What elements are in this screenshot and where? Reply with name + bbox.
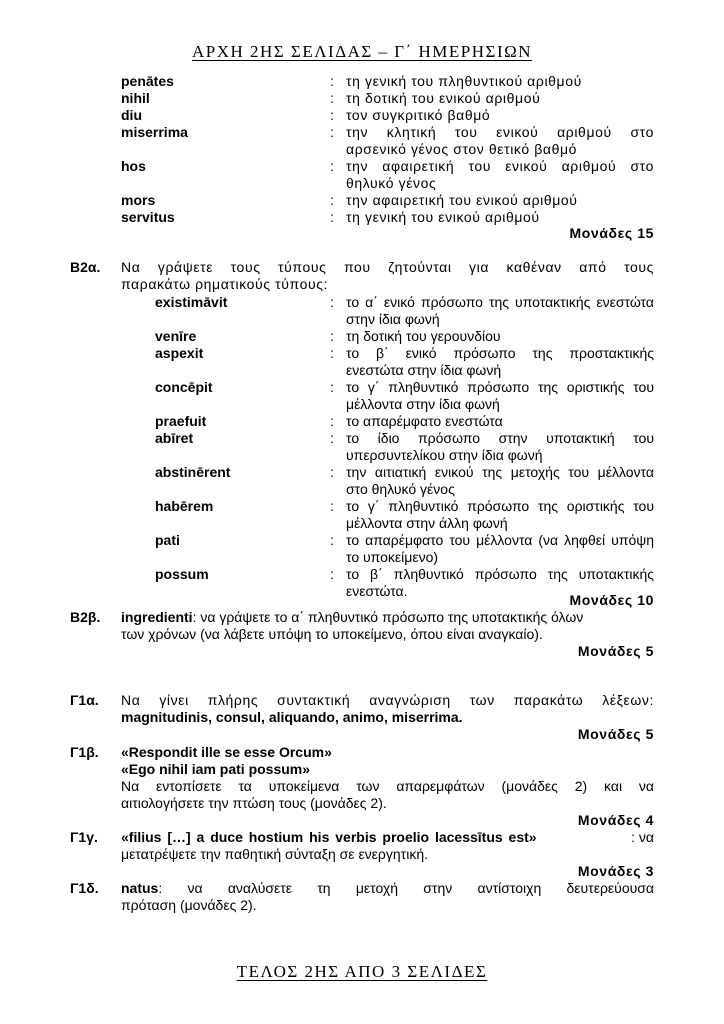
b2a-row-desc: τη δοτική του γερουνδίου: [346, 328, 501, 344]
b2a-row-word: habērem: [155, 498, 214, 514]
b2a-row-colon: :: [330, 464, 334, 480]
g1g-label: Γ1γ.: [70, 829, 98, 845]
b2a-row-desc-cont: ενεστώτα.: [346, 583, 408, 599]
b2a-row-colon: :: [330, 328, 334, 344]
b2a-row-colon: :: [330, 345, 334, 361]
b2a-row-word: concēpit: [155, 379, 213, 395]
g1a-points: Μονάδες 5: [577, 726, 654, 742]
b2a-row-desc: το απαρέμφατο ενεστώτα: [346, 413, 503, 429]
g1a-word-4: animo: [342, 709, 384, 725]
g1d-label: Γ1δ.: [70, 880, 99, 896]
b2a-row-colon: :: [330, 532, 334, 548]
b2a-row-desc-cont: στην ίδια φωνή: [346, 311, 440, 327]
g1a-line1: Να γίνει πλήρης συντακτική αναγνώριση των παρακάτω λέξεων:: [121, 692, 654, 708]
g1b-quote2: «Ego nihil iam pati possum»: [121, 761, 311, 777]
b1-row-word: penātes: [121, 73, 174, 89]
b2b-points: Μονάδες 5: [577, 643, 654, 659]
b2b-line1: [121, 609, 654, 626]
g1a-sep: ,: [334, 709, 343, 725]
b2a-row-desc: το β΄ ενικό πρόσωπο της προστακτικής: [346, 345, 654, 361]
g1a-sep: ,: [383, 709, 392, 725]
b2a-row-word: existimāvit: [155, 294, 228, 310]
b1-row-desc: τη δοτική του ενικού αριθμού: [346, 90, 541, 106]
g1a-label: Γ1α.: [70, 692, 99, 708]
b2a-row-desc: το β΄ πληθυντικό πρόσωπο της υποτακτικής: [346, 566, 654, 582]
g1a-sep: ,: [208, 709, 216, 725]
b2a-row-word: aspexit: [155, 345, 204, 361]
g1g-line1: [121, 829, 654, 846]
b2a-row-desc: την αιτιατική ενικού της μετοχής του μέλλοντα: [346, 464, 654, 480]
g1b-line4: αιτιολογήσετε την πτώση τους (μονάδες 2).: [121, 795, 387, 811]
g1a-word-2: consul: [215, 709, 262, 725]
b2a-row-desc-cont: μέλλοντα στην άλλη φωνή: [346, 515, 508, 531]
b2b-label: Β2β.: [70, 609, 101, 625]
b1-row-word: hos: [121, 158, 146, 174]
b2b-word: ingredienti: [121, 609, 193, 625]
g1a-words: [121, 709, 463, 726]
g1b-points: Μονάδες 4: [577, 812, 654, 828]
b2a-row-desc: το απαρέμφατο του μέλλοντα (να ληφθεί υπόψη: [346, 532, 654, 548]
b1-row-colon: :: [330, 124, 334, 140]
g1g-line1-rest: : να: [631, 829, 654, 845]
b1-row-desc: την κλητική του ενικού αριθμού στο: [346, 124, 654, 140]
g1d-line2: πρόταση (μονάδες 2).: [121, 897, 257, 913]
g1d-line1: [121, 880, 654, 897]
b1-row-colon: :: [330, 90, 334, 106]
b2a-points: Μονάδες 10: [569, 592, 654, 608]
b1-row-desc: την αφαιρετική του ενικού αριθμού: [346, 192, 578, 208]
g1g-quote: «filius […] a duce hostium his verbis proelio lacessītus est»: [121, 829, 537, 845]
b2a-row-desc: το α΄ ενικό πρόσωπο της υποτακτικής ενεστώτα: [346, 294, 654, 310]
b1-row-desc: τη γενική του ενικού αριθμού: [346, 209, 540, 225]
b2a-row-desc: το γ΄ πληθυντικό πρόσωπο της οριστικής του: [346, 379, 654, 395]
b1-row-desc: τη γενική του πληθυντικού αριθμού: [346, 73, 582, 89]
b2a-row-colon: :: [330, 430, 334, 446]
b2a-intro-line2: παρακάτω ρηματικούς τύπους:: [121, 276, 329, 292]
b2a-row-word: venīre: [155, 328, 197, 344]
b2a-row-word: praefuit: [155, 413, 207, 429]
b1-row-word: nihil: [121, 90, 150, 106]
b2a-row-desc-cont: το υποκείμενο): [346, 549, 439, 565]
g1b-quote1: «Respondit ille se esse Orcum»: [121, 744, 332, 760]
g1a-word-3: aliquando: [268, 709, 335, 725]
g1b-label: Γ1β.: [70, 744, 99, 760]
g1b-line3: Να εντοπίσετε τα υποκείμενα των απαρεμφάτων (μονάδες 2) και να: [121, 778, 654, 794]
b1-row-colon: :: [330, 73, 334, 89]
b2a-row-colon: :: [330, 294, 334, 310]
b1-row-desc: τον συγκριτικό βαθμό: [346, 107, 491, 123]
b2a-label: Β2α.: [70, 259, 101, 275]
b2a-row-desc-cont: υπερσυντελίκου στην ίδια φωνή: [346, 447, 543, 463]
b2a-row-word: abīret: [155, 430, 194, 446]
b2a-row-word: abstinērent: [155, 464, 231, 480]
b1-row-desc-cont: αρσενικό γένος στον θετικό βαθμό: [346, 141, 578, 157]
b1-points: Μονάδες 15: [569, 225, 654, 241]
g1a-end: .: [458, 709, 463, 725]
b1-row-colon: :: [330, 192, 334, 208]
b2a-row-desc: το ίδιο πρόσωπο στην υποτακτική του: [346, 430, 654, 446]
page-footer: ΤΕΛΟΣ 2ΗΣ ΑΠΟ 3 ΣΕΛΙΔΕΣ: [236, 962, 488, 981]
b1-row-word: miserrima: [121, 124, 188, 140]
g1d-word: natus: [121, 880, 159, 896]
b2a-row-word: pati: [155, 532, 180, 548]
b2b-line1-rest: : να γράψετε το α΄ πληθυντικό πρόσωπο της υποτακτικής όλων: [192, 609, 584, 625]
b2a-row-colon: :: [330, 413, 334, 429]
g1a-sep: ,: [261, 709, 269, 725]
b2b-line2: των χρόνων (να λάβετε υπόψη το υποκείμενο, όπου είναι αναγκαίο).: [121, 626, 543, 642]
b2a-row-colon: :: [330, 379, 334, 395]
b2a-row-word: possum: [155, 566, 209, 582]
b1-row-desc-cont: θηλυκό γένος: [346, 175, 437, 191]
b1-row-colon: :: [330, 209, 334, 225]
b2a-row-colon: :: [330, 566, 334, 582]
g1d-line1-rest: : να αναλύσετε τη μετοχή στην αντίστοιχη δευτερεύουσα: [158, 880, 654, 896]
g1a-word-1: magnitudinis: [121, 709, 209, 725]
g1g-points: Μονάδες 3: [577, 863, 654, 879]
b2a-row-desc-cont: στο θηλυκό γένος: [346, 481, 455, 497]
b2a-row-colon: :: [330, 498, 334, 514]
b1-row-colon: :: [330, 158, 334, 174]
page-header: ΑΡΧΗ 2ΗΣ ΣΕΛΙΔΑΣ – Γ΄ ΗΜΕΡΗΣΙΩΝ: [191, 42, 533, 61]
g1a-word-5: miserrima: [391, 709, 459, 725]
b2a-row-desc: το γ΄ πληθυντικό πρόσωπο της οριστικής του: [346, 498, 654, 514]
b2a-intro-line1: Να γράψετε τους τύπους που ζητούνται για καθέναν από τους: [121, 259, 654, 275]
g1g-line2: μετατρέψετε την παθητική σύνταξη σε ενεργητική.: [121, 846, 428, 862]
b2a-row-desc-cont: ενεστώτα στην ίδια φωνή: [346, 362, 502, 378]
b1-row-word: mors: [121, 192, 156, 208]
b2a-row-desc-cont: μέλλοντα στην ίδια φωνή: [346, 396, 500, 412]
b1-row-desc: την αφαιρετική του ενικού αριθμού στο: [346, 158, 654, 174]
b1-row-word: diu: [121, 107, 142, 123]
b1-row-word: servitus: [121, 209, 175, 225]
b1-row-colon: :: [330, 107, 334, 123]
